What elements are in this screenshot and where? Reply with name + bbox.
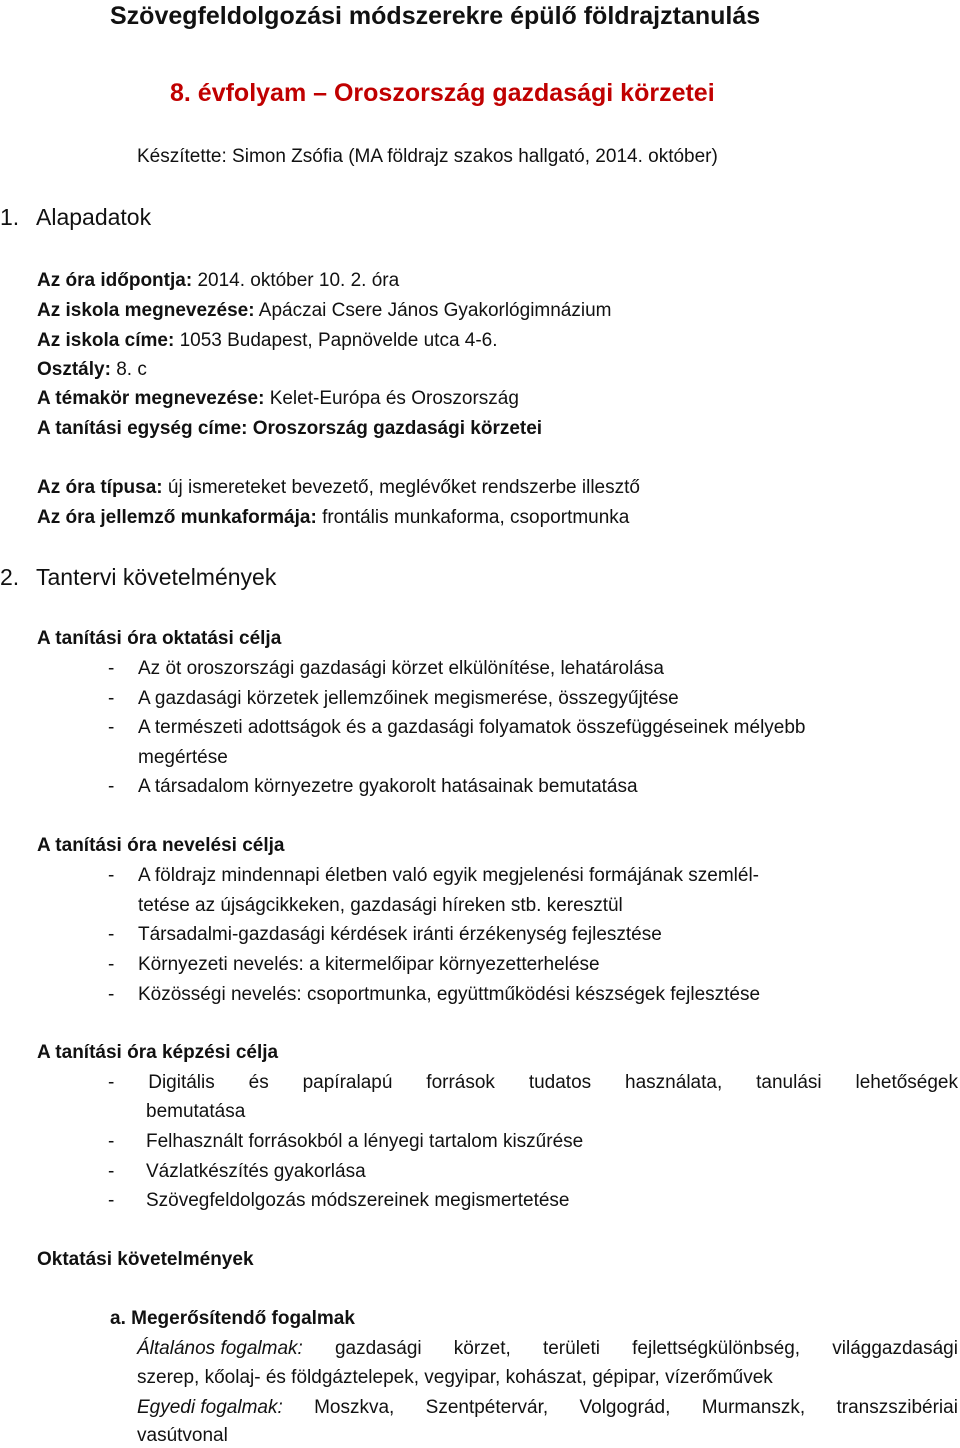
list-item-text: Közösségi nevelés: csoportmunka, együttműködési készségek fejlesztése [138,984,761,1005]
list-item-text: A földrajz mindennapi életben való egyik megjelenési formájának szemlél- [138,865,759,886]
basic-row [37,418,542,440]
general-concepts-label: Általános fogalmak: [137,1338,303,1359]
word: források [426,1072,495,1093]
basic-row [37,300,612,322]
section-1-heading [0,204,151,231]
document-title: Szövegfeldolgozási módszerekre épülő földrajztanulás [110,2,761,30]
list-item: - Az öt oroszországi gazdasági körzet elkülönítése, lehatárolása [108,658,664,679]
list-item-text: Felhasznált forrásokból a lényegi tartalom kiszűrése [146,1131,584,1152]
list-item-text: Az öt oroszországi gazdasági körzet elkülönítése, lehatárolása [138,658,664,679]
word: Szentpétervár, [425,1397,549,1418]
list-item: - A természeti adottságok és a gazdasági folyamatok összefüggéseinek mélyebb [108,717,806,738]
list-item-text: Társadalmi-gazdasági kérdések iránti érzékenység fejlesztése [138,924,662,945]
basic-row [37,507,629,529]
word: világgazdasági [832,1338,958,1359]
basic-row [37,270,399,292]
basic-value: frontális munkaforma, csoportmunka [322,507,630,528]
specific-concepts-continuation: vasútvonal [137,1425,228,1446]
list-item: - Szövegfeldolgozás módszereinek megismertetése [108,1190,570,1211]
section-number: 1. [0,204,20,230]
basic-value: 2014. október 10. 2. óra [197,270,400,291]
basic-label: Az óra típusa: [37,477,163,498]
section-number: 2. [0,564,20,590]
word: tanulási [756,1072,822,1093]
word: transzszibériai [836,1397,958,1418]
basic-value: 8. c [116,359,147,380]
word: fejlettségkülönbség, [632,1338,801,1359]
word: Digitális [148,1072,215,1093]
list-item-text: A gazdasági körzetek jellemzőinek megismerése, összegyűjtése [138,688,679,709]
word: Moszkva, [314,1397,395,1418]
list-item-text: Környezeti nevelés: a kitermelőipar környezetterhelése [138,954,600,975]
list-item: - Közösségi nevelés: csoportmunka, együttműködési készségek fejlesztése [108,984,761,1005]
nevelesi-heading: A tanítási óra nevelési célja [37,835,285,856]
kepzesi-heading: A tanítási óra képzési célja [37,1042,279,1063]
list-item-text: A társadalom környezetre gyakorolt hatásainak bemutatása [138,776,638,797]
list-item-continuation: megértése [138,747,228,768]
section-2-heading [0,564,276,591]
basic-label: Az óra időpontja: [37,270,193,291]
list-item: - Vázlatkészítés gyakorlása [108,1161,366,1182]
word: Murmanszk, [701,1397,806,1418]
list-item: - Környezeti nevelés: a kitermelőipar környezetterhelése [108,954,600,975]
author-line: Készítette: Simon Zsófia (MA földrajz szakos hallgató, 2014. október) [137,146,718,167]
general-concepts-continuation: szerep, kőolaj- és földgáztelepek, vegyipar, kohászat, gépipar, vízerőművek [137,1367,773,1388]
basic-label: Osztály: [37,359,111,380]
specific-concepts-row [137,1397,958,1419]
list-item: - A földrajz mindennapi életben való egyik megjelenési formájának szemlél- [108,865,759,886]
basic-label: Az iskola címe: [37,330,175,351]
list-item-text: Szövegfeldolgozás módszereinek megismertetése [146,1190,570,1211]
list-item: - Felhasznált forrásokból a lényegi tartalom kiszűrése [108,1131,584,1152]
basic-value: Apáczai Csere János Gyakorlógimnázium [258,300,612,321]
list-item: - Társadalmi-gazdasági kérdések iránti érzékenység fejlesztése [108,924,662,945]
document-subtitle: 8. évfolyam – Oroszország gazdasági körzetei [170,79,715,107]
sub-heading: a. Megerősítendő fogalmak [110,1308,355,1329]
word: körzet, [453,1338,511,1359]
list-item-text: Vázlatkészítés gyakorlása [146,1161,366,1182]
basic-label: Az óra jellemző munkaformája: [37,507,317,528]
basic-row [37,330,498,352]
basic-value: Kelet-Európa és Oroszország [269,388,519,409]
justified-list-item [108,1072,958,1094]
basic-row [37,359,147,381]
list-item-text: A természeti adottságok és a gazdasági folyamatok összefüggéseinek mélyebb [138,717,806,738]
list-item: - A gazdasági körzetek jellemzőinek megismerése, összegyűjtése [108,688,679,709]
word: lehetőségek [855,1072,958,1093]
word: és [248,1072,269,1093]
basic-label: A témakör megnevezése: [37,388,265,409]
basic-row [37,388,519,410]
list-item: - A társadalom környezetre gyakorolt hatásainak bemutatása [108,776,638,797]
kovetelmenyek-heading: Oktatási követelmények [37,1249,254,1270]
oktatasi-heading: A tanítási óra oktatási célja [37,628,282,649]
word: Volgográd, [579,1397,671,1418]
basic-row [37,477,640,499]
word: tudatos [528,1072,592,1093]
basic-label: A tanítási egység címe: Oroszország gazdasági körzetei [37,418,543,439]
word: gazdasági [334,1338,422,1359]
list-item-continuation: tetése az újságcikkeken, gazdasági híreken stb. keresztül [138,895,623,916]
basic-value: 1053 Budapest, Papnövelde utca 4-6. [179,330,498,351]
word: területi [542,1338,600,1359]
list-dash: - [108,1072,115,1093]
general-concepts-row [137,1338,958,1360]
basic-value: új ismereteket bevezető, meglévőket rendszerbe illesztő [167,477,640,498]
section-title: Alapadatok [36,204,152,230]
list-item-continuation: bemutatása [146,1101,246,1122]
specific-concepts-label: Egyedi fogalmak: [137,1397,283,1418]
word: használata, [625,1072,723,1093]
word: papíralapú [302,1072,393,1093]
section-title: Tantervi követelmények [36,564,277,590]
basic-label: Az iskola megnevezése: [37,300,255,321]
